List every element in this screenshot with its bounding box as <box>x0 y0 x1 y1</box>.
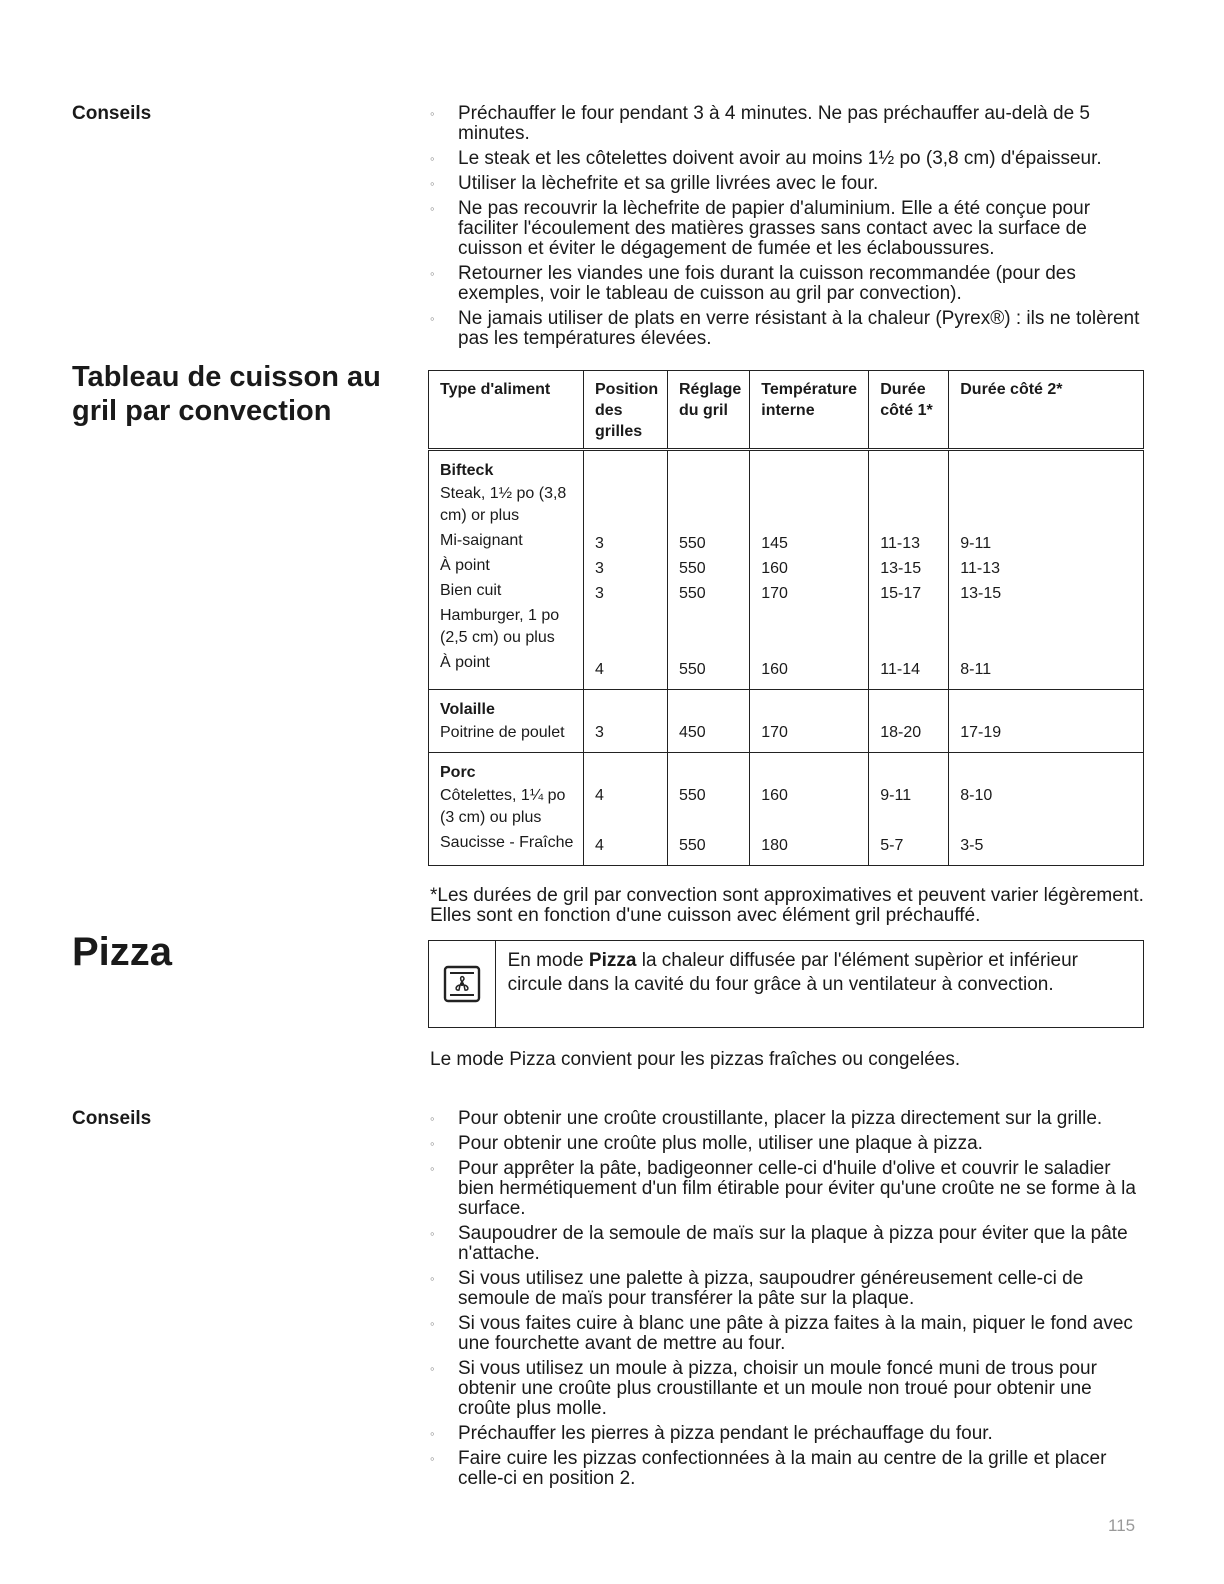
list-item: ◦ Retourner les viandes une fois durant la cuisson recommandée (pour des exemples, voir le tableau de cuisson au gril par convection). <box>430 263 1076 304</box>
bullet-icon: ◦ <box>430 106 435 121</box>
bullet-icon: ◦ <box>430 1426 435 1441</box>
value: 170 <box>761 724 788 741</box>
bullet-icon: ◦ <box>430 311 435 326</box>
value: 160 <box>761 787 788 804</box>
value: 550 <box>679 787 706 804</box>
food-label: À point <box>440 654 490 671</box>
value: 4 <box>595 661 604 678</box>
value: 11-13 <box>880 535 920 552</box>
pizza-mode-icon <box>442 964 482 1004</box>
food-label: Mi-saignant <box>440 532 523 549</box>
value: 4 <box>595 837 604 854</box>
value: 11-14 <box>880 661 920 678</box>
column-header: Durée côté 1* <box>869 371 949 450</box>
list-item: ◦ Saupoudrer de la semoule de maïs sur la plaque à pizza pour éviter que la pâte n'attache. <box>430 1223 1128 1264</box>
value: 8-10 <box>960 787 993 804</box>
value: 9-11 <box>960 535 992 552</box>
value: 8-11 <box>960 661 992 678</box>
value: 3 <box>595 585 604 602</box>
table-heading: Tableau de cuisson au gril par convection <box>72 361 381 427</box>
category-label: Bifteck <box>440 462 494 479</box>
table-row <box>429 690 1144 753</box>
convection-broil-table <box>428 370 1144 866</box>
tips-list-broil <box>430 104 1144 354</box>
list-item: ◦ Utiliser la lèchefrite et sa grille livrées avec le four. <box>430 173 879 194</box>
value: 3 <box>595 560 604 577</box>
reglage-cell <box>668 753 750 866</box>
table-row <box>429 753 1144 866</box>
value: 3 <box>595 724 604 741</box>
category-label: Volaille <box>440 701 495 718</box>
text-bold: Pizza <box>588 950 637 971</box>
column-header: Température interne <box>750 371 869 450</box>
pizza-mode-description <box>496 941 1143 1027</box>
list-item: ◦ Pour obtenir une croûte croustillante, placer la pizza directement sur la grille. <box>430 1108 1103 1129</box>
food-label: Hamburger, 1 po (2,5 cm) ou plus <box>440 607 560 646</box>
value: 160 <box>761 560 788 577</box>
food-label: Bien cuit <box>440 582 502 599</box>
value: 145 <box>761 535 788 552</box>
pizza-mode-box <box>428 940 1144 1028</box>
list-item: ◦ Ne jamais utiliser de plats en verre résistant à la chaleur (Pyrex®) : ils ne tolèrent pas les températures élevées. <box>430 308 1140 349</box>
position-cell <box>584 450 668 690</box>
pizza-heading: Pizza <box>72 930 173 974</box>
value: 3-5 <box>960 837 984 854</box>
value: 9-11 <box>880 787 912 804</box>
reglage-cell <box>668 450 750 690</box>
list-item: ◦ Faire cuire les pizzas confectionnées à la main au centre de la grille et placer celle-ci en position 2. <box>430 1448 1107 1489</box>
bullet-icon: ◦ <box>430 1111 435 1126</box>
list-item: ◦ Pour apprêter la pâte, badigeonner celle-ci d'huile d'olive et couvrir le saladier bien hermétiquement d'un film étirable pour éviter qu'une croûte ne se forme à la surface. <box>430 1158 1136 1219</box>
table-row <box>429 450 1144 690</box>
food-type-cell <box>429 450 584 690</box>
column-header: Réglage du gril <box>668 371 750 450</box>
bullet-icon: ◦ <box>430 1136 435 1151</box>
food-label: Steak, 1½ po (3,8 cm) or plus <box>440 485 567 524</box>
value: 550 <box>679 661 706 678</box>
bullet-icon: ◦ <box>430 1316 435 1331</box>
food-label: Saucisse - Fraîche <box>440 834 574 851</box>
list-item: ◦ Si vous utilisez un moule à pizza, choisir un moule foncé muni de trous pour obtenir une croûte plus croustillante et un moule non troué pour obtenir une croûte plus molle. <box>430 1358 1097 1419</box>
table-footnote: *Les durées de gril par convection sont approximatives et peuvent varier légèrement. Elles sont en fonction d'une cuisson avec élément gril préchauffé. <box>430 885 1144 926</box>
bullet-icon: ◦ <box>430 1226 435 1241</box>
position-cell <box>584 753 668 866</box>
pizza-intro: Le mode Pizza convient pour les pizzas fraîches ou congelées. <box>430 1049 961 1070</box>
section-label-conseils: Conseils <box>72 1108 152 1129</box>
section-label-conseils: Conseils <box>72 103 152 124</box>
value: 5-7 <box>880 837 904 854</box>
column-header: Type d'aliment <box>429 371 584 450</box>
bullet-icon: ◦ <box>430 266 435 281</box>
text: En mode <box>507 950 589 971</box>
temperature-cell <box>750 450 869 690</box>
column-header: Durée côté 2* <box>949 371 1144 450</box>
cote2-cell <box>949 753 1144 866</box>
food-label: Côtelettes, 1¼ po (3 cm) ou plus <box>440 787 566 826</box>
cote2-cell <box>949 690 1144 753</box>
icon-cell <box>429 941 496 1027</box>
bullet-icon: ◦ <box>430 176 435 191</box>
bullet-icon: ◦ <box>430 1361 435 1376</box>
list-item: ◦ Préchauffer le four pendant 3 à 4 minutes. Ne pas préchauffer au-delà de 5 minutes. <box>430 103 1090 144</box>
text: la chaleur diffusée par l'élément supèrior et inférieur circule dans la cavité du four grâce à un ventilateur à convection. <box>507 950 1079 995</box>
value: 550 <box>679 560 706 577</box>
value: 13-15 <box>960 585 1002 602</box>
list-item: ◦ Pour obtenir une croûte plus molle, utiliser une plaque à pizza. <box>430 1133 983 1154</box>
value: 450 <box>679 724 706 741</box>
food-type-cell <box>429 690 584 753</box>
position-cell <box>584 690 668 753</box>
list-item: ◦ Préchauffer les pierres à pizza pendant le préchauffage du four. <box>430 1423 993 1444</box>
temperature-cell <box>750 690 869 753</box>
cote1-cell <box>869 690 949 753</box>
list-item: ◦ Ne pas recouvrir la lèchefrite de papier d'aluminium. Elle a été conçue pour faciliter l'écoulement des matières grasses sans contact avec la surface de cuisson et éviter le dégagement de fumée et les éclaboussures. <box>430 198 1091 259</box>
value: 11-13 <box>960 560 1000 577</box>
value: 15-17 <box>880 585 922 602</box>
reglage-cell <box>668 690 750 753</box>
list-item: ◦ Si vous faites cuire à blanc une pâte à pizza faites à la main, piquer le fond avec une fourchette avant de mettre au four. <box>430 1313 1133 1354</box>
value: 17-19 <box>960 724 1002 741</box>
value: 13-15 <box>880 560 922 577</box>
temperature-cell <box>750 753 869 866</box>
value: 3 <box>595 535 604 552</box>
value: 18-20 <box>880 724 922 741</box>
value: 160 <box>761 661 788 678</box>
food-label: Poitrine de poulet <box>440 724 565 741</box>
page-number: 115 <box>1108 1516 1136 1535</box>
bullet-icon: ◦ <box>430 201 435 216</box>
bullet-icon: ◦ <box>430 1271 435 1286</box>
value: 550 <box>679 837 706 854</box>
bullet-icon: ◦ <box>430 1451 435 1466</box>
cote1-cell <box>869 450 949 690</box>
list-item: ◦ Si vous utilisez une palette à pizza, saupoudrer généreusement celle-ci de semoule de maïs pour transférer la pâte sur la plaque. <box>430 1268 1084 1309</box>
food-label: À point <box>440 557 490 574</box>
cote2-cell <box>949 450 1144 690</box>
value: 4 <box>595 787 604 804</box>
value: 170 <box>761 585 788 602</box>
column-header: Position des grilles <box>584 371 668 450</box>
bullet-icon: ◦ <box>430 1161 435 1176</box>
bullet-icon: ◦ <box>430 151 435 166</box>
value: 550 <box>679 585 706 602</box>
tips-list-pizza <box>430 1109 1144 1494</box>
value: 550 <box>679 535 706 552</box>
list-item: ◦ Le steak et les côtelettes doivent avoir au moins 1½ po (3,8 cm) d'épaisseur. <box>430 148 1102 169</box>
food-type-cell <box>429 753 584 866</box>
value: 180 <box>761 837 788 854</box>
category-label: Porc <box>440 764 476 781</box>
cote1-cell <box>869 753 949 866</box>
